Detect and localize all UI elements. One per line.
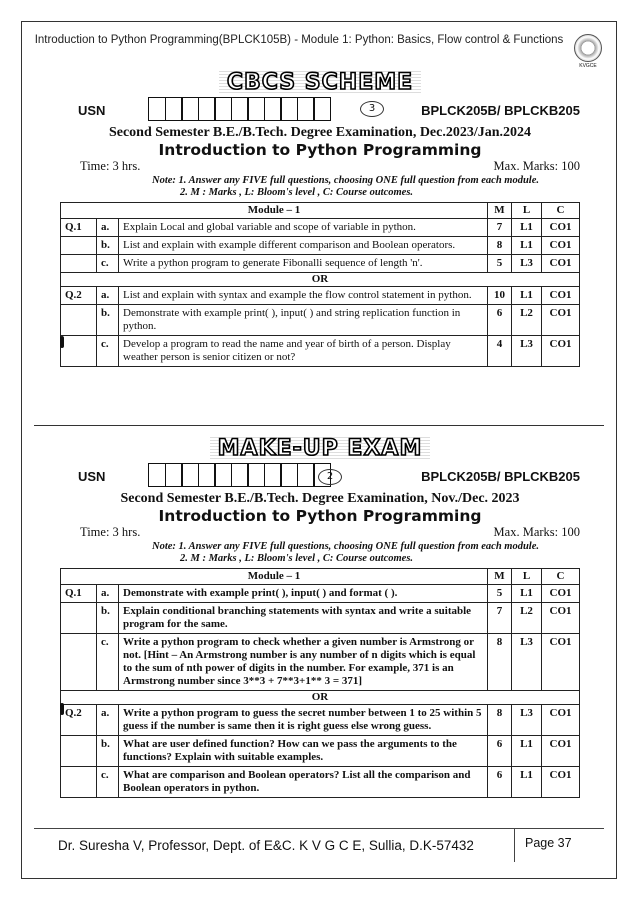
question-marks: 8 [488,634,512,691]
question-text: List and explain with example different comparison and Boolean operators. [119,237,488,255]
question-part: b. [97,736,119,767]
time-allowed: Time: 3 hrs. [80,525,141,539]
question-level: L2 [512,305,542,336]
exam-paper-makeup [60,436,580,798]
question-number [61,255,97,273]
question-marks: 7 [488,219,512,237]
question-number [61,736,97,767]
marks-heading: M [488,569,512,585]
question-level: L1 [512,736,542,767]
subject-title: Introduction to Python Programming [158,507,482,525]
question-marks: 4 [488,336,512,367]
question-part: a. [97,219,119,237]
scheme-banner: CBCS SCHEME [219,70,421,95]
question-part: c. [97,767,119,798]
or-separator-row [61,273,580,287]
question-outcome: CO1 [542,255,580,273]
question-row [61,237,580,255]
question-number [61,336,97,367]
question-level: L1 [512,219,542,237]
question-text: Explain Local and global variable and scope of variable in python. [119,219,488,237]
note-line-2: 2. M : Marks , L: Bloom's level , C: Course outcomes. [180,187,414,198]
question-text: List and explain with syntax and example the flow control statement in python. [119,287,488,305]
note-line-1: Note: 1. Answer any FIVE full questions, choosing ONE full question from each module. [152,541,539,552]
question-table [60,568,580,798]
outcome-heading: C [542,203,580,219]
question-outcome: CO1 [542,305,580,336]
question-row [61,603,580,634]
question-part: b. [97,237,119,255]
question-outcome: CO1 [542,603,580,634]
question-part: c. [97,255,119,273]
marks-heading: M [488,203,512,219]
question-marks: 5 [488,255,512,273]
question-row [61,585,580,603]
question-marks: 7 [488,603,512,634]
or-label: OR [61,273,580,287]
question-level: L3 [512,336,542,367]
question-part: b. [97,305,119,336]
subject-title: Introduction to Python Programming [158,141,482,159]
question-level: L1 [512,237,542,255]
max-marks: Max. Marks: 100 [493,159,580,173]
semester-title: Second Semester B.E./B.Tech. Degree Examination, Nov./Dec. 2023 [120,491,520,506]
usn-boxes [148,97,330,121]
question-text: Develop a program to read the name and year of birth of a person. Display weather person is senior citizen or not? [119,336,488,367]
question-outcome: CO1 [542,736,580,767]
question-text: Demonstrate with example print( ), input( ) and string replication function in python. [119,305,488,336]
usn-row [60,463,580,489]
module-heading: Module – 1 [61,569,488,585]
level-heading: L [512,569,542,585]
question-row [61,219,580,237]
question-level: L1 [512,585,542,603]
question-text: Write a python program to guess the secret number between 1 to 25 within 5 guess if the number is same then it is right guess else wrong guess. [119,705,488,736]
note-line-2: 2. M : Marks , L: Bloom's level , C: Course outcomes. [180,553,414,564]
question-number: Q.1 [61,219,97,237]
usn-boxes [148,463,330,487]
question-text: What are comparison and Boolean operators? List all the comparison and Boolean operators in python. [119,767,488,798]
question-row [61,767,580,798]
footer-rule [34,828,604,829]
question-level: L1 [512,287,542,305]
copy-stamp: 2 [318,469,342,485]
question-number [61,634,97,691]
instructions [152,175,580,199]
question-row [61,336,580,367]
question-number [61,767,97,798]
question-outcome: CO1 [542,767,580,798]
page-number: Page 37 [525,836,572,850]
question-row [61,705,580,736]
question-text: Explain conditional branching statements with syntax and write a suitable program for the same. [119,603,488,634]
scheme-banner: MAKE-UP EXAM [210,436,431,461]
question-outcome: CO1 [542,705,580,736]
footer-author: Dr. Suresha V, Professor, Dept. of E&C. K V G C E, Sullia, D.K-57432 [58,838,474,853]
binding-hole-mark [60,703,64,715]
question-part: b. [97,603,119,634]
question-outcome: CO1 [542,287,580,305]
semester-title: Second Semester B.E./B.Tech. Degree Examination, Dec.2023/Jan.2024 [108,125,532,140]
running-header: Introduction to Python Programming(BPLCK105B) - Module 1: Python: Basics, Flow control & Functions [34,34,564,46]
question-number [61,305,97,336]
question-marks: 8 [488,705,512,736]
max-marks: Max. Marks: 100 [493,525,580,539]
section-divider [34,425,604,426]
question-outcome: CO1 [542,634,580,691]
question-row [61,287,580,305]
question-number: Q.2 [61,705,97,736]
question-text: What are user defined function? How can we pass the arguments to the functions? Explain with suitable examples. [119,736,488,767]
or-label: OR [61,691,580,705]
question-table [60,202,580,367]
question-outcome: CO1 [542,585,580,603]
usn-label: USN [78,103,106,118]
question-number: Q.1 [61,585,97,603]
question-text: Write a python program to generate Fibonalli sequence of length 'n'. [119,255,488,273]
question-row [61,634,580,691]
table-header-row [61,569,580,585]
question-part: a. [97,287,119,305]
note-line-1: Note: 1. Answer any FIVE full questions, choosing ONE full question from each module. [152,175,539,186]
question-marks: 5 [488,585,512,603]
question-marks: 6 [488,736,512,767]
question-level: L3 [512,255,542,273]
copy-stamp: 3 [360,101,384,117]
question-part: c. [97,634,119,691]
question-number: Q.2 [61,287,97,305]
question-row [61,255,580,273]
question-text: Write a python program to check whether a given number is Armstrong or not. [Hint – An Armstrong number is any number of n digits which is equal to the sum of nth power of digits in the number. For example, 371 is an Armstrong number since 3**3 + 7**3+1** 3 = 371] [119,634,488,691]
table-header-row [61,203,580,219]
question-row [61,305,580,336]
instructions [152,541,580,565]
question-part: c. [97,336,119,367]
question-row [61,736,580,767]
question-level: L1 [512,767,542,798]
question-marks: 6 [488,767,512,798]
or-separator-row [61,691,580,705]
question-level: L3 [512,634,542,691]
question-outcome: CO1 [542,237,580,255]
seal-caption: KVGCE [579,63,597,69]
footer-separator [514,828,515,862]
question-part: a. [97,585,119,603]
exam-paper-cbcs [60,70,580,367]
question-outcome: CO1 [542,336,580,367]
subject-code: BPLCK205B/ BPLCKB205 [421,103,580,118]
question-part: a. [97,705,119,736]
usn-row [60,97,580,123]
subject-code: BPLCK205B/ BPLCKB205 [421,469,580,484]
time-allowed: Time: 3 hrs. [80,159,141,173]
question-outcome: CO1 [542,219,580,237]
question-text: Demonstrate with example print( ), input( ) and format ( ). [119,585,488,603]
module-heading: Module – 1 [61,203,488,219]
question-marks: 6 [488,305,512,336]
question-level: L3 [512,705,542,736]
outcome-heading: C [542,569,580,585]
question-number [61,237,97,255]
question-number [61,603,97,634]
question-marks: 10 [488,287,512,305]
usn-label: USN [78,469,106,484]
question-level: L2 [512,603,542,634]
binding-hole-mark [60,336,64,348]
level-heading: L [512,203,542,219]
question-marks: 8 [488,237,512,255]
college-seal-icon [574,34,602,69]
